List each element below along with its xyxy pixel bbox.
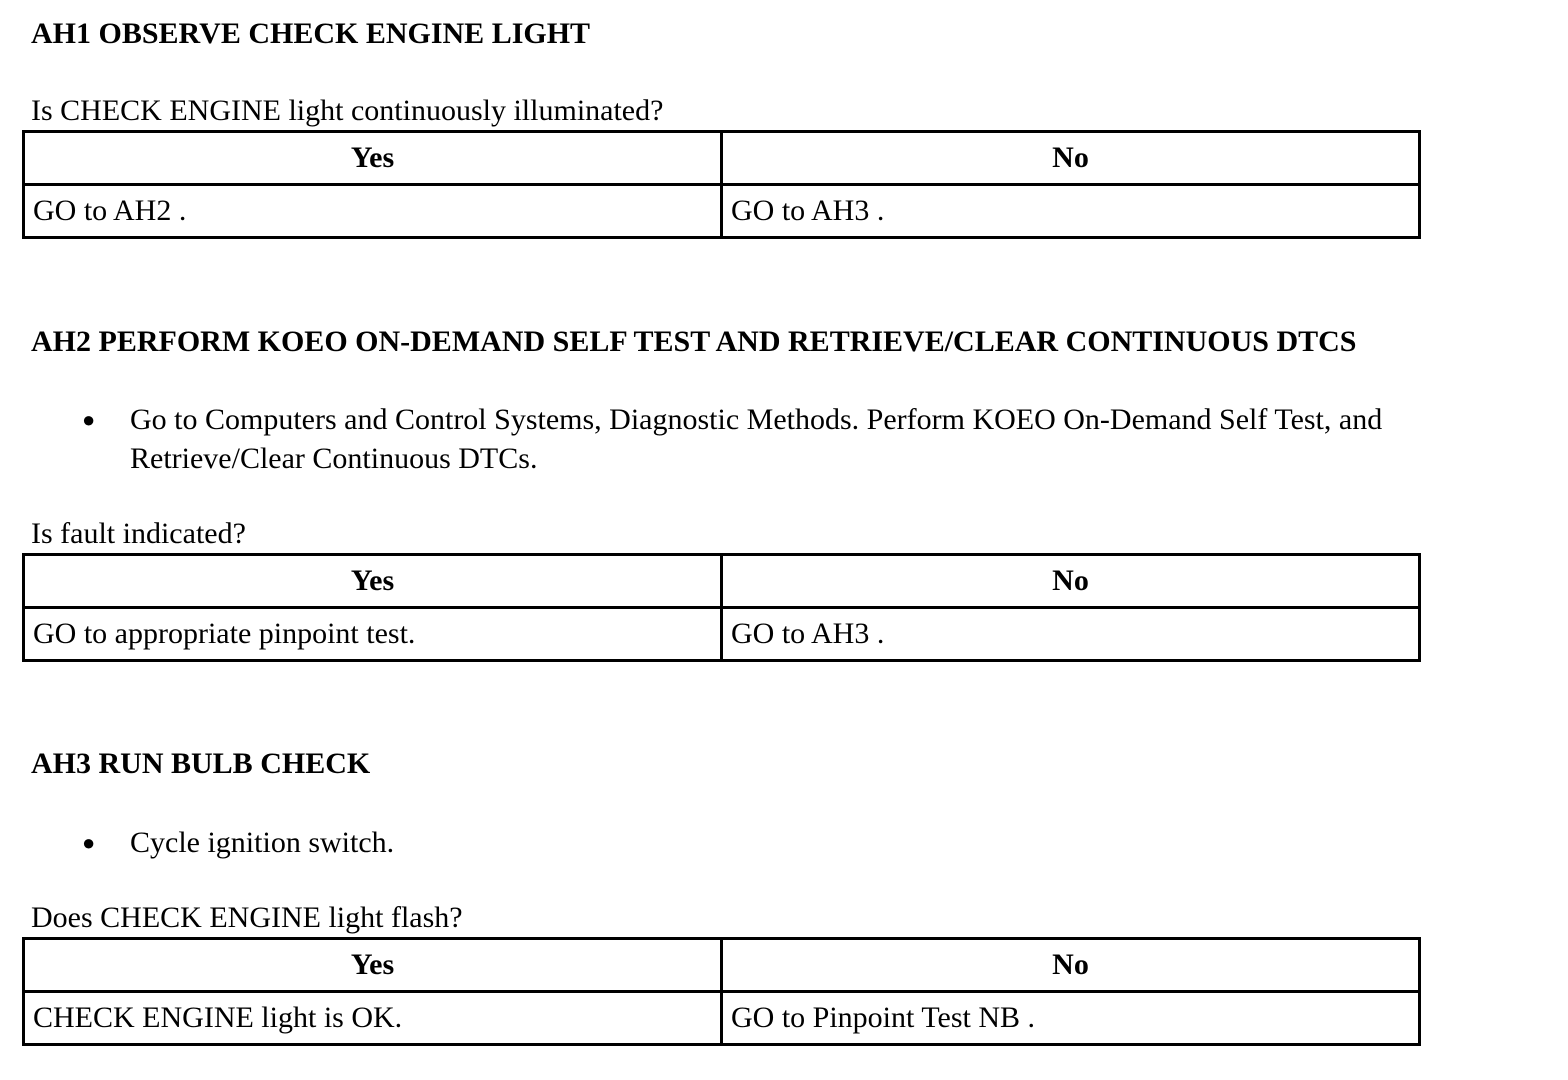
- step-ah1-heading: AH1 OBSERVE CHECK ENGINE LIGHT: [31, 17, 591, 50]
- bullet-icon: ●: [82, 830, 96, 855]
- list-item: [0, 823, 1530, 862]
- step-ah2-table: [22, 553, 1421, 662]
- step-ah3-question: Does CHECK ENGINE light flash?: [31, 901, 463, 934]
- table-header-row: [24, 939, 1420, 992]
- yes-column-header: Yes: [24, 939, 722, 992]
- step-ah1-question: Is CHECK ENGINE light continuously illuminated?: [31, 94, 664, 127]
- yes-column-header: Yes: [24, 555, 722, 608]
- list-item: [0, 400, 1530, 478]
- step-ah3-bullet-list: [0, 823, 1530, 862]
- step-ah2-bullet-list: [0, 400, 1530, 478]
- yes-column-header: Yes: [24, 132, 722, 185]
- no-column-header: No: [722, 132, 1420, 185]
- table-row: [24, 185, 1420, 238]
- no-action-cell: GO to AH3 .: [722, 608, 1420, 661]
- bullet-icon: ●: [82, 407, 96, 432]
- step-ah3-heading: AH3 RUN BULB CHECK: [31, 747, 371, 780]
- table-header-row: [24, 132, 1420, 185]
- step-ah1-table: [22, 130, 1421, 239]
- no-column-header: No: [722, 939, 1420, 992]
- no-action-cell: GO to Pinpoint Test NB .: [722, 992, 1420, 1045]
- step-ah3-table: [22, 937, 1421, 1046]
- step-ah2-question: Is fault indicated?: [31, 517, 246, 550]
- yes-action-cell: GO to AH2 .: [24, 185, 722, 238]
- table-header-row: [24, 555, 1420, 608]
- yes-action-cell: GO to appropriate pinpoint test.: [24, 608, 722, 661]
- bullet-text: Cycle ignition switch.: [130, 826, 395, 859]
- no-column-header: No: [722, 555, 1420, 608]
- no-action-cell: GO to AH3 .: [722, 185, 1420, 238]
- step-ah2-heading: AH2 PERFORM KOEO ON-DEMAND SELF TEST AND RETRIEVE/CLEAR CONTINUOUS DTCS: [31, 325, 1357, 358]
- yes-action-cell: CHECK ENGINE light is OK.: [24, 992, 722, 1045]
- bullet-text: Go to Computers and Control Systems, Diagnostic Methods. Perform KOEO On-Demand Self Test, and Retrieve/Clear Continuous DTCs.: [130, 403, 1383, 475]
- table-row: [24, 608, 1420, 661]
- table-row: [24, 992, 1420, 1045]
